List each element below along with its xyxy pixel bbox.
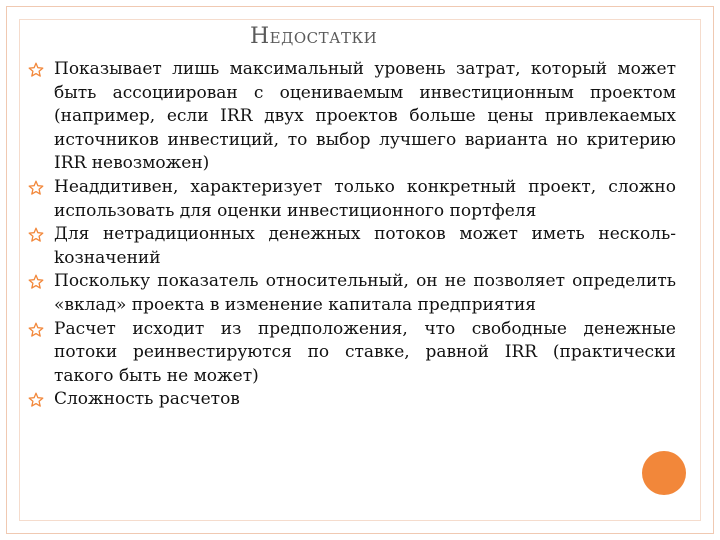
list-item-text: Расчет исходит из предположения, что свободные денежные потоки реинвестируются по ставке, равной IRR (практически такого быть не может) — [54, 318, 676, 386]
list-item — [26, 58, 676, 176]
star-icon — [28, 392, 44, 408]
list-item-text: Сложность расчетов — [54, 389, 240, 410]
list-item-text: Для нетрадиционных денежных потоков может иметь несколь-kозначений — [54, 224, 676, 268]
list-item — [26, 318, 676, 389]
list-item — [26, 270, 676, 317]
star-icon — [28, 227, 44, 243]
decorative-orange-circle — [642, 451, 686, 495]
list-item — [26, 223, 676, 270]
star-icon — [28, 322, 44, 338]
bullet-list — [26, 58, 676, 412]
star-icon — [28, 180, 44, 196]
list-item-text: Показывает лишь максимальный уровень затрат, который может быть ассоциирован с оцениваемым инвестиционным проектом (например, если IRR двух проектов больше цены привлекаемых источников инвестиций, то выбор лучшего варианта но критерию IRR невозможен) — [54, 59, 676, 174]
list-item-text: Поскольку показатель относительный, он не позволяет определить «вклад» проекта в изменение капитала предприятия — [54, 271, 676, 315]
list-item — [26, 388, 676, 412]
star-icon — [28, 274, 44, 290]
list-item-text: Неаддитивен, характеризует только конкретный проект, сложно использовать для оценки инвестиционного портфеля — [54, 176, 676, 221]
slide-title: Недостатки — [250, 24, 378, 49]
star-icon — [28, 62, 44, 78]
list-item — [26, 176, 676, 223]
